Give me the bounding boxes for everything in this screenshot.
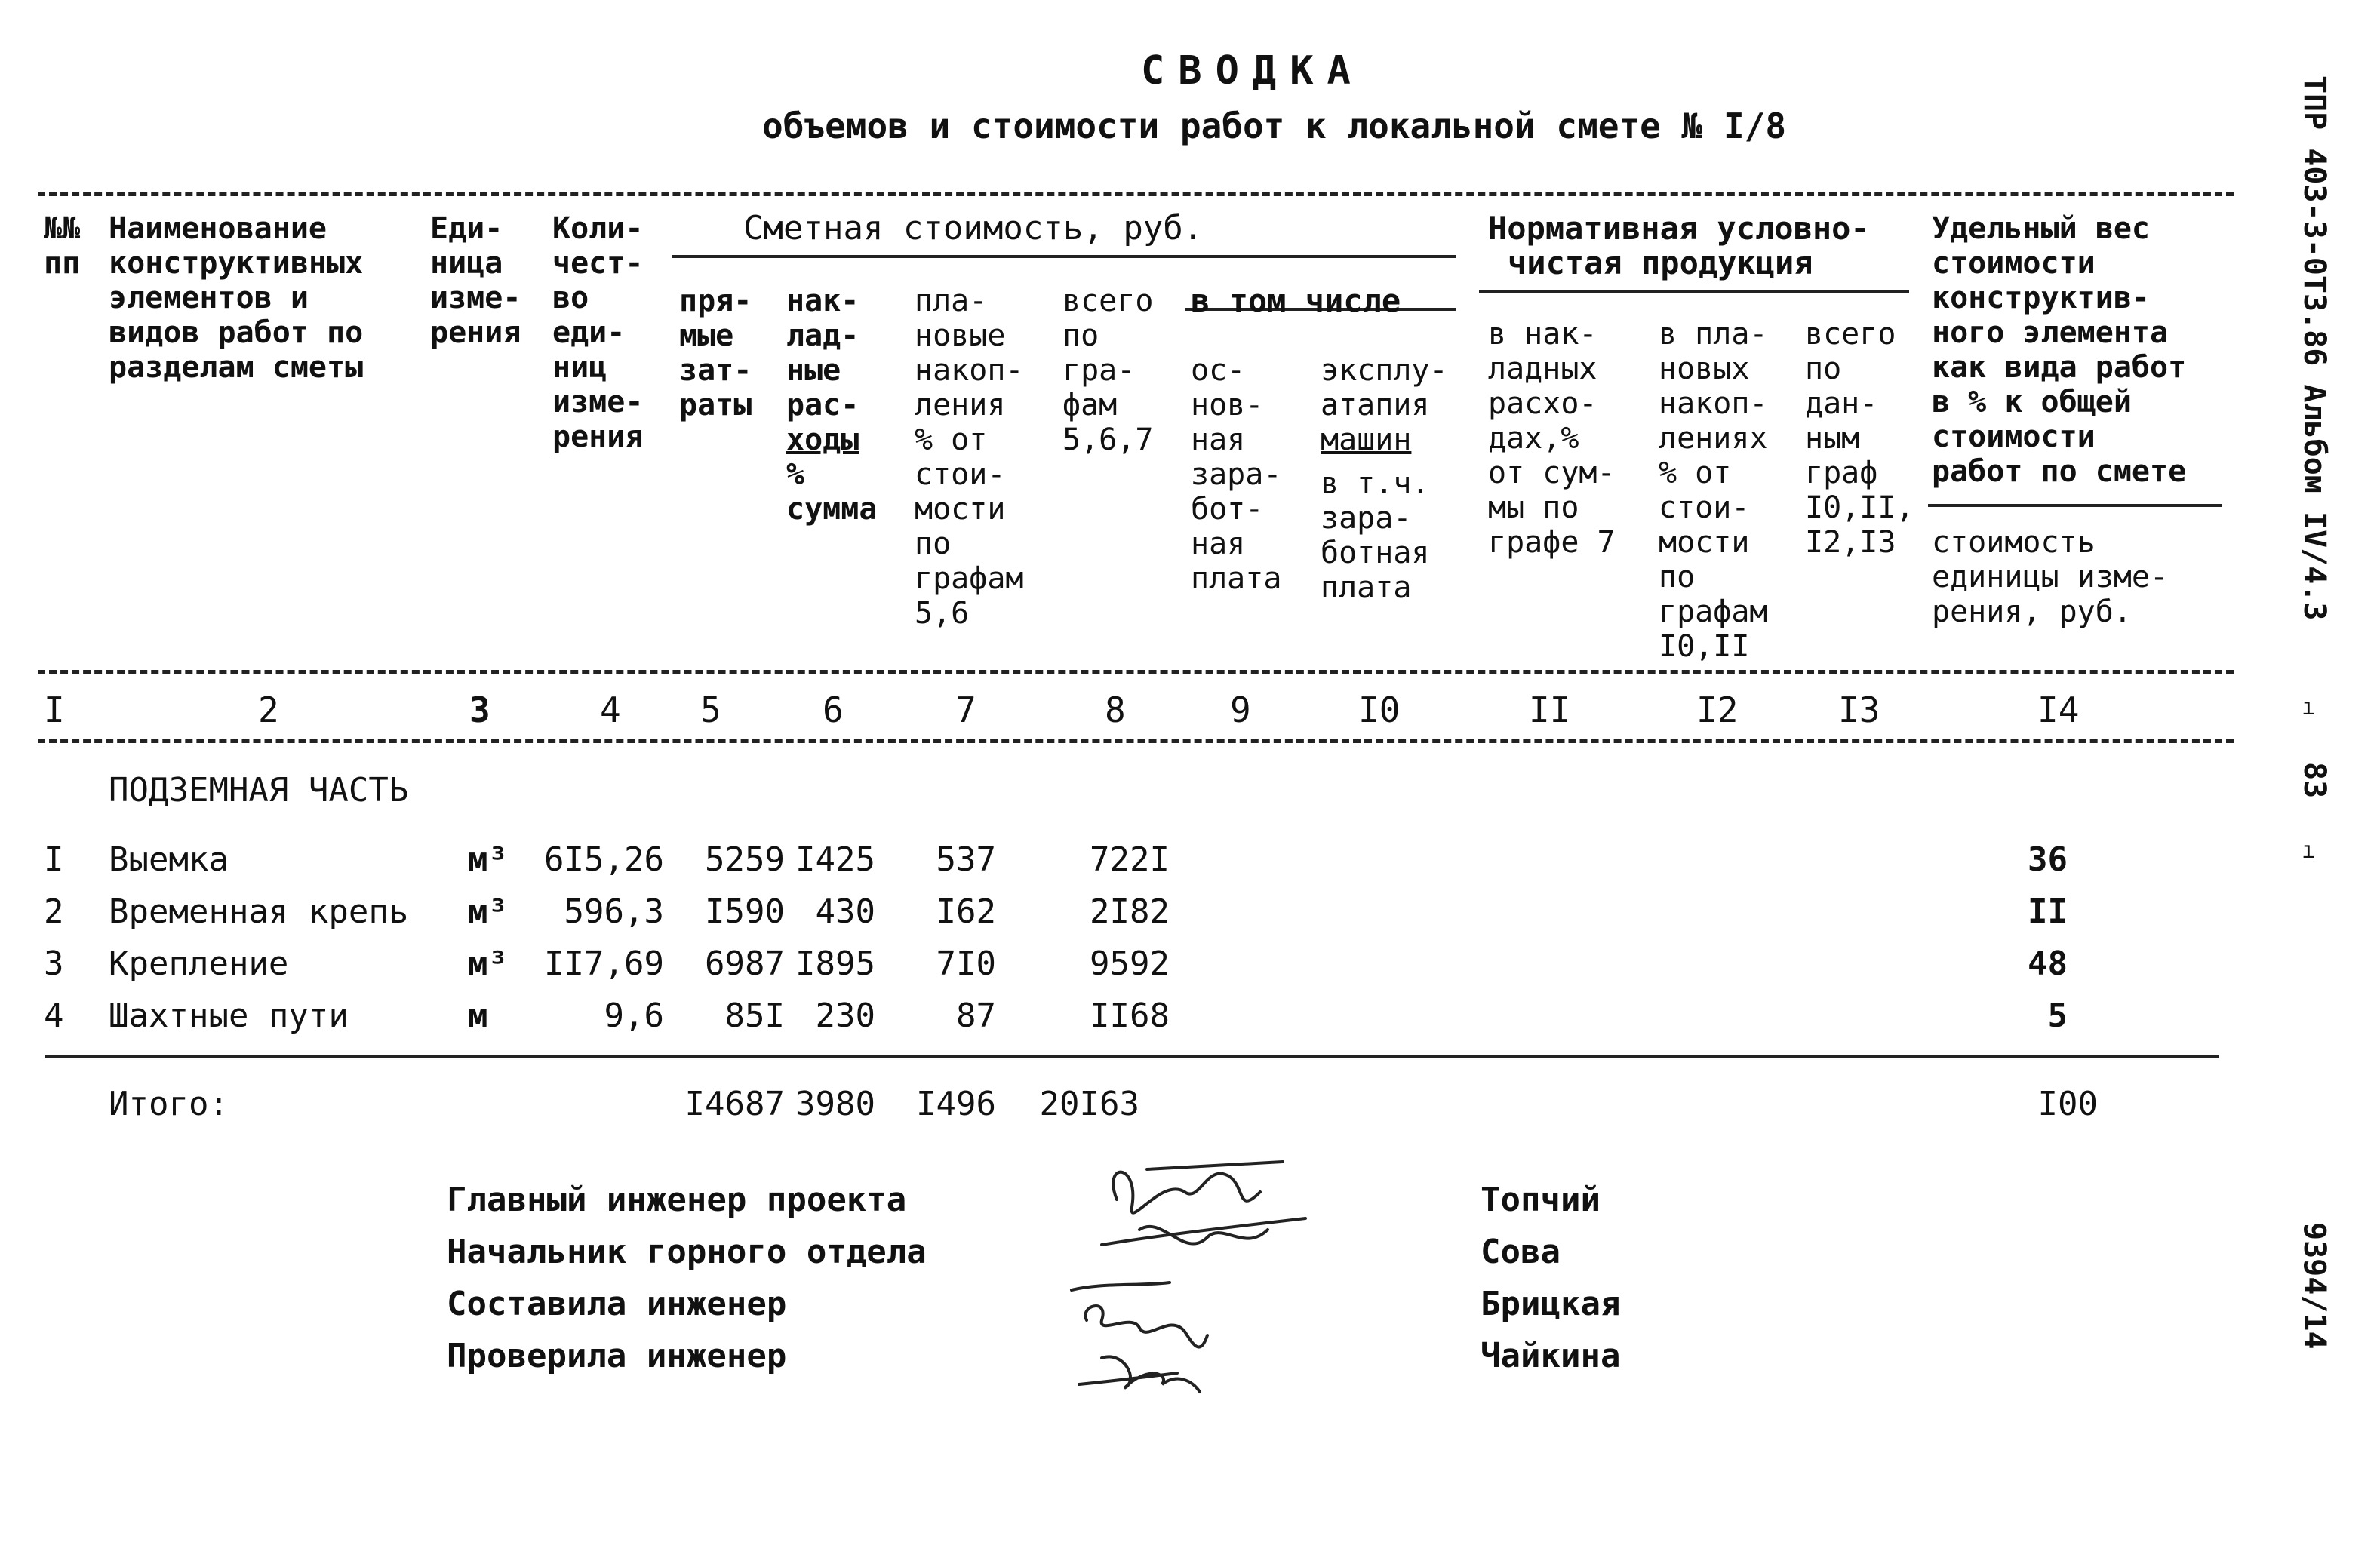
col-header-9: ос- нов- ная зара- бот- ная плата	[1191, 353, 1282, 596]
col-number: 3	[469, 690, 490, 730]
column-numbers-rule	[38, 739, 2234, 743]
signature-name: Брицкая	[1481, 1285, 1621, 1323]
col-header-3: Еди- ница изме- рения	[430, 211, 521, 350]
col-header-12: в пла- новых накоп- лениях % от стои- мости по графам I0,II	[1659, 317, 1768, 664]
row-share: 36	[2028, 840, 2068, 879]
row-direct: 6987	[705, 945, 785, 983]
col-number: I4	[2037, 690, 2080, 730]
share-split-rule	[1928, 504, 2222, 507]
norm-group-header: Нормативная условно- чистая продукция	[1488, 210, 1870, 281]
totals-rule	[45, 1055, 2219, 1058]
row-total: II68	[1090, 997, 1170, 1035]
margin-mark: ı	[2302, 837, 2316, 864]
col-header-14-share: Удельный вес стоимости конструктив- ного элемента как вида работ в % к общей стоимости работ по смете	[1932, 211, 2187, 489]
col-number: 7	[955, 690, 976, 730]
row-unit: м	[468, 997, 488, 1035]
row-qty: 596,3	[564, 892, 664, 931]
row-overhead: 230	[815, 997, 875, 1035]
col-number: 9	[1230, 690, 1251, 730]
signature-name: Сова	[1481, 1233, 1561, 1271]
table-top-rule	[38, 192, 2234, 196]
row-total: 9592	[1090, 945, 1170, 983]
row-number: I	[44, 840, 64, 879]
row-share: II	[2028, 892, 2068, 931]
row-unit: м³	[468, 892, 508, 931]
row-name: Крепление	[109, 945, 289, 983]
col-number: 4	[600, 690, 621, 730]
signature-role: Главный инженер проекта	[447, 1181, 907, 1219]
signature-name: Топчий	[1481, 1181, 1601, 1219]
row-overhead: I895	[795, 945, 875, 983]
col-header-7: пла- новые накоп- ления % от стои- мости по графам 5,6	[915, 284, 1024, 631]
side-code-bottom: 9394/14	[2297, 1222, 2332, 1350]
row-unit: м³	[468, 840, 508, 879]
row-total: 2I82	[1090, 892, 1170, 931]
row-direct: 85I	[724, 997, 785, 1035]
cost-group-rule	[672, 255, 1456, 258]
row-qty: 9,6	[604, 997, 664, 1035]
header-bottom-rule	[38, 670, 2234, 674]
col-number: I2	[1696, 690, 1739, 730]
row-number: 3	[44, 945, 64, 983]
row-planned: 87	[956, 997, 996, 1035]
totals-share: I00	[2037, 1085, 2098, 1123]
signature-roles	[447, 1174, 927, 1382]
col-number: I	[44, 690, 65, 730]
margin-mark: ı	[2302, 694, 2316, 720]
col-header-11: в нак- ладных расхо- дах,% от сум- мы по графе 7	[1488, 317, 1616, 560]
signature-role: Составила инженер	[447, 1285, 787, 1323]
row-qty: II7,69	[544, 945, 664, 983]
row-unit: м³	[468, 945, 508, 983]
col-header-8: всего по гра- фам 5,6,7	[1062, 284, 1154, 457]
col-number: 8	[1105, 690, 1126, 730]
row-number: 4	[44, 997, 64, 1035]
row-overhead: 430	[815, 892, 875, 931]
col-header-4: Коли- чест- во еди- ниц изме- рения	[552, 211, 644, 454]
signature-role: Проверила инженер	[447, 1337, 787, 1375]
row-total: 722I	[1090, 840, 1170, 879]
row-overhead: I425	[795, 840, 875, 879]
row-qty: 6I5,26	[544, 840, 664, 879]
row-name: Временная крепь	[109, 892, 409, 931]
col-header-2: Наименование конструктивных элементов и видов работ по разделам сметы	[109, 211, 364, 385]
col-header-1: №№ пп	[44, 211, 81, 281]
col-header-10: эксплу- атапия машин в т.ч. зара- ботная плата	[1321, 353, 1448, 605]
incl-header: в том числе	[1191, 282, 1401, 319]
totals-planned: I496	[916, 1085, 996, 1123]
col-number: I0	[1358, 690, 1401, 730]
row-number: 2	[44, 892, 64, 931]
document-subtitle: объемов и стоимости работ к локальной смете № I/8	[762, 106, 1787, 146]
col-header-13: всего по дан- ным граф I0,II, I2,I3	[1805, 317, 1914, 560]
signature-name: Чайкина	[1481, 1337, 1621, 1375]
norm-group-rule	[1479, 290, 1909, 293]
col-number: 6	[823, 690, 844, 730]
row-share: 48	[2028, 945, 2068, 983]
row-share: 5	[2047, 997, 2068, 1035]
row-planned: 537	[936, 840, 996, 879]
col-header-14-unitcost: стоимость единицы изме- рения, руб.	[1932, 525, 2169, 629]
row-name: Выемка	[109, 840, 229, 879]
side-code-mid: 83	[2297, 762, 2332, 799]
document-title: СВОДКА	[1141, 48, 1364, 94]
handwritten-signatures	[1056, 1132, 1343, 1403]
signature-names	[1481, 1174, 1620, 1382]
col-number: 2	[258, 690, 279, 730]
col-header-6: нак- лад- ные рас- ходы % сумма	[786, 284, 878, 527]
cost-group-header: Сметная стоимость, руб.	[743, 209, 1204, 247]
row-planned: I62	[936, 892, 996, 931]
col-number: II	[1529, 690, 1571, 730]
col-header-5: пря- мые зат- раты	[679, 284, 752, 422]
totals-label: Итого:	[109, 1085, 229, 1123]
row-direct: 5259	[705, 840, 785, 879]
signature-role: Начальник горного отдела	[447, 1233, 927, 1271]
totals-total: 20I63	[1039, 1085, 1139, 1123]
totals-overhead: 3980	[795, 1085, 875, 1123]
section-title: ПОДЗЕМНАЯ ЧАСТЬ	[109, 771, 409, 809]
row-planned: 7I0	[936, 945, 996, 983]
row-name: Шахтные пути	[109, 997, 349, 1035]
col-number: 5	[700, 690, 721, 730]
row-direct: I590	[705, 892, 785, 931]
totals-direct: I4687	[684, 1085, 785, 1123]
side-code-top: ТПР 403-3-0ТЗ.86 Альбом IV/4.3	[2297, 75, 2332, 621]
col-number: I3	[1838, 690, 1880, 730]
